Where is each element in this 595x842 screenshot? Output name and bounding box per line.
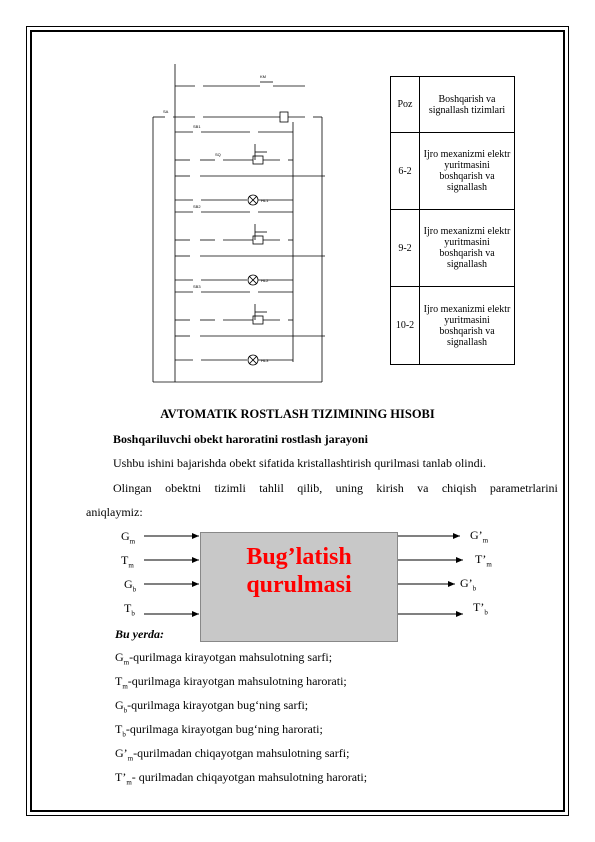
schematic-label: SB2 — [193, 204, 201, 209]
schematic-label: SA — [163, 109, 169, 114]
input-label: $G_b$ — [124, 577, 137, 594]
word: tizimli — [214, 481, 246, 495]
evaporator-block-title: Bug’latish qurulmasi — [246, 544, 352, 598]
schematic-label: KM — [260, 74, 266, 79]
table-row-desc: Ijro mexanizmi elektr yuritmasini boshqarish va signallash — [420, 133, 515, 210]
word: qilib, — [297, 481, 323, 495]
definition-item: $T_b$-qurilmaga kirayotgan bug‘ning harorati; — [115, 722, 323, 739]
paragraph-2-line — [113, 481, 558, 496]
input-label: $T_m$ — [121, 553, 134, 570]
input-label: $T_b$ — [124, 601, 135, 618]
table-row-pos: 10-2 — [391, 287, 420, 365]
table-header-desc: Boshqarish va signallash tizimlari — [420, 77, 515, 133]
word: kirish — [376, 481, 404, 495]
table-row-desc: Ijro mexanizmi elektr yuritmasini boshqarish va signallash — [420, 210, 515, 287]
output-label: $T’_b$ — [473, 600, 488, 617]
schematic-label: HL2 — [261, 278, 269, 283]
input-label: $G_m$ — [121, 529, 136, 546]
table-header-pos: Poz — [391, 77, 420, 133]
legend-heading: Bu yerda: — [115, 627, 164, 641]
table-row-pos: 6-2 — [391, 133, 420, 210]
output-label: $T’_m$ — [475, 552, 492, 569]
section-subtitle: Boshqariluvchi obekt haroratini rostlash jarayoni — [113, 432, 368, 446]
schematic-label: HL3 — [261, 358, 269, 363]
word: va — [417, 481, 429, 495]
word: uning — [335, 481, 363, 495]
word: chiqish — [441, 481, 477, 495]
word: Olingan — [113, 481, 152, 495]
word: parametrlarini — [489, 481, 558, 495]
schematic-label: SQ — [215, 152, 221, 157]
output-label: $G’_b$ — [460, 576, 477, 593]
table-row-desc: Ijro mexanizmi elektr yuritmasini boshqarish va signallash — [420, 287, 515, 365]
schematic-label: SB1 — [193, 124, 201, 129]
control-schematic — [145, 62, 335, 390]
schematic-label: HL1 — [261, 198, 269, 203]
definition-item: $G_b$-qurilmaga kirayotgan bug‘ning sarfi; — [115, 698, 309, 715]
definition-item: $G’_m$-qurilmadan chiqayotgan mahsulotning sarfi; — [115, 746, 350, 763]
paragraph-2-tail: aniqlaymiz: — [86, 505, 143, 519]
output-label: $G’_m$ — [470, 528, 489, 545]
position-table — [390, 76, 515, 365]
definition-item: $G_m$-qurilmaga kirayotgan mahsulotning sarfi; — [115, 650, 333, 667]
paragraph-1: Ushbu ishini bajarishda obekt sifatida kristallashtirish qurilmasi tanlab olindi. — [113, 456, 486, 470]
evaporator-block — [200, 532, 398, 642]
word: tahlil — [259, 481, 284, 495]
word: obektni — [165, 481, 202, 495]
section-title: AVTOMATIK ROSTLASH TIZIMINING HISOBI — [160, 407, 435, 421]
schematic-label: SB3 — [193, 284, 201, 289]
definition-item: $T_m$-qurilmaga kirayotgan mahsulotning harorati; — [115, 674, 347, 691]
definition-item: $T’_m-$ qurilmadan chiqayotgan mahsulotning harorati; — [115, 770, 368, 787]
table-row-pos: 9-2 — [391, 210, 420, 287]
